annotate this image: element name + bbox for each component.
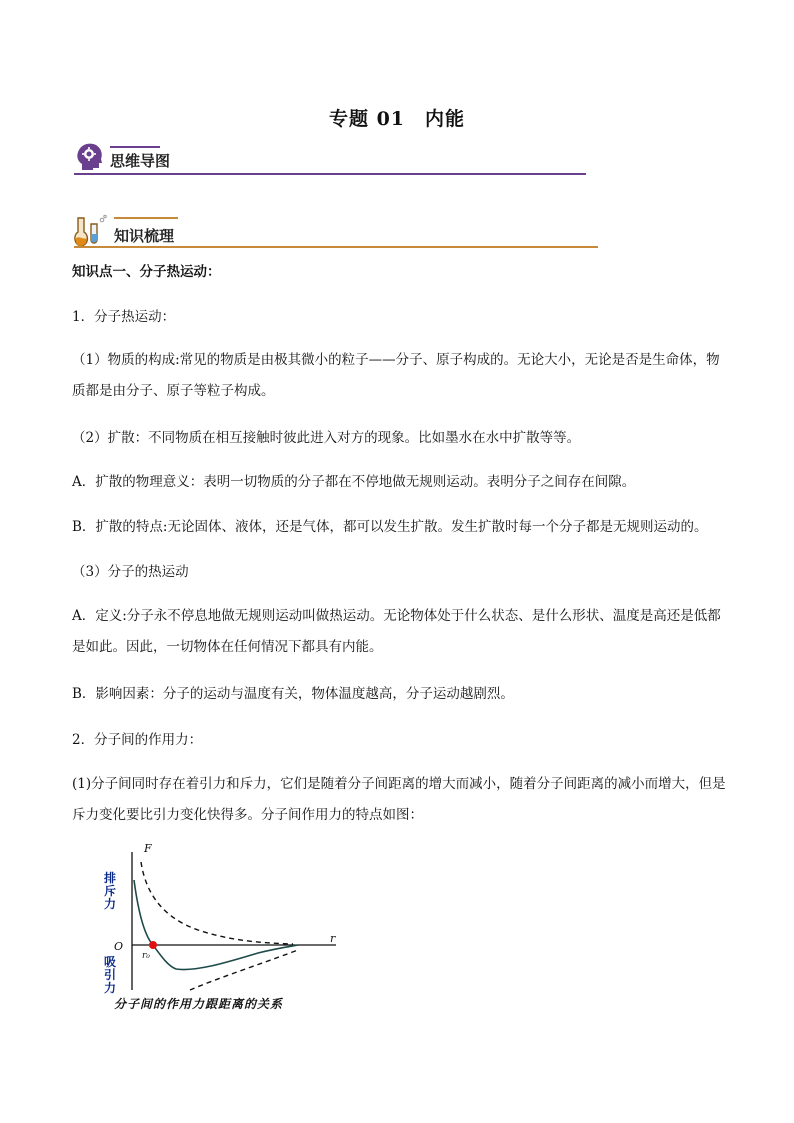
knowledge-underline [74, 246, 598, 248]
paragraph-diffusion: （2）扩散：不同物质在相互接触时彼此进入对方的现象。比如墨水在水中扩散等等。 [72, 430, 581, 446]
origin-label: O [114, 940, 124, 953]
paragraph-diffusion-meaning: A．扩散的物理意义：表明一切物质的分子都在不停地做无规则运动。表明分子之间存在间隙。 [72, 474, 636, 490]
paragraph-force-properties: (1)分子间同时存在着引力和斥力，它们是随着分子间距离的增大而减小，随着分子间距离的减小而增大，但是斥力变化要比引力变化快得多。分子间作用力的特点如图： [72, 776, 726, 823]
figure-caption: 分子间的作用力跟距离的关系 [114, 997, 284, 1011]
paragraph-thermal-definition: A．定义:分子永不停息地做无规则运动叫做热运动。无论物体处于什么状态、是什么形状、温度是高还是低都是如此。因此，一切物体在任何情况下都具有内能。 [72, 608, 721, 655]
attraction-label-2: 引 [104, 968, 117, 982]
knowledge-section-header [74, 212, 598, 252]
y-axis-label: F [144, 842, 152, 855]
equilibrium-point-marker [149, 941, 157, 949]
net-force-curve [134, 880, 298, 970]
mindmap-label: 思维导图 [110, 152, 171, 170]
force-distance-graph [98, 840, 358, 1000]
paragraph-influencing-factors: B．影响因素：分子的运动与温度有关，物体温度越高，分子运动越剧烈。 [72, 686, 514, 702]
attraction-force-curve [190, 950, 298, 990]
repulsion-label-1: 排 [104, 871, 117, 885]
attraction-label-1: 吸 [104, 955, 117, 969]
mindmap-underline [74, 173, 586, 175]
r0-label: r₀ [142, 951, 150, 961]
paragraph-diffusion-features: B．扩散的特点:无论固体、液体，还是气体，都可以发生扩散。发生扩散时每一个分子都是无规则运动的。 [72, 519, 708, 535]
paragraph-thermal-motion: （3）分子的热运动 [72, 564, 189, 580]
flask-icon [74, 214, 110, 250]
subheading-molecular-motion: 1．分子热运动： [72, 309, 176, 325]
page-title: 专题 01 内能 [328, 108, 466, 130]
knowledge-top-rule [114, 217, 178, 219]
x-axis-label: r [330, 932, 336, 945]
repulsion-label-2: 斥 [104, 884, 117, 898]
knowledge-point-1-heading: 知识点一、分子热运动： [72, 264, 221, 280]
brain-head-icon [74, 140, 106, 174]
paragraph-matter-composition: （1）物质的构成:常见的物质是由极其微小的粒子——分子、原子构成的。无论大小，无论是否是生命体，物质都是由分子、原子等粒子构成。 [72, 352, 720, 399]
repulsion-force-curve [141, 862, 293, 944]
force-distance-figure [98, 840, 358, 1004]
mindmap-top-rule [110, 146, 160, 148]
subheading-intermolecular-force: 2．分子间的作用力： [72, 732, 203, 748]
attraction-label-3: 力 [104, 981, 117, 995]
repulsion-label-3: 力 [104, 897, 117, 911]
mindmap-section-header [74, 140, 586, 180]
knowledge-label: 知识梳理 [114, 227, 175, 245]
